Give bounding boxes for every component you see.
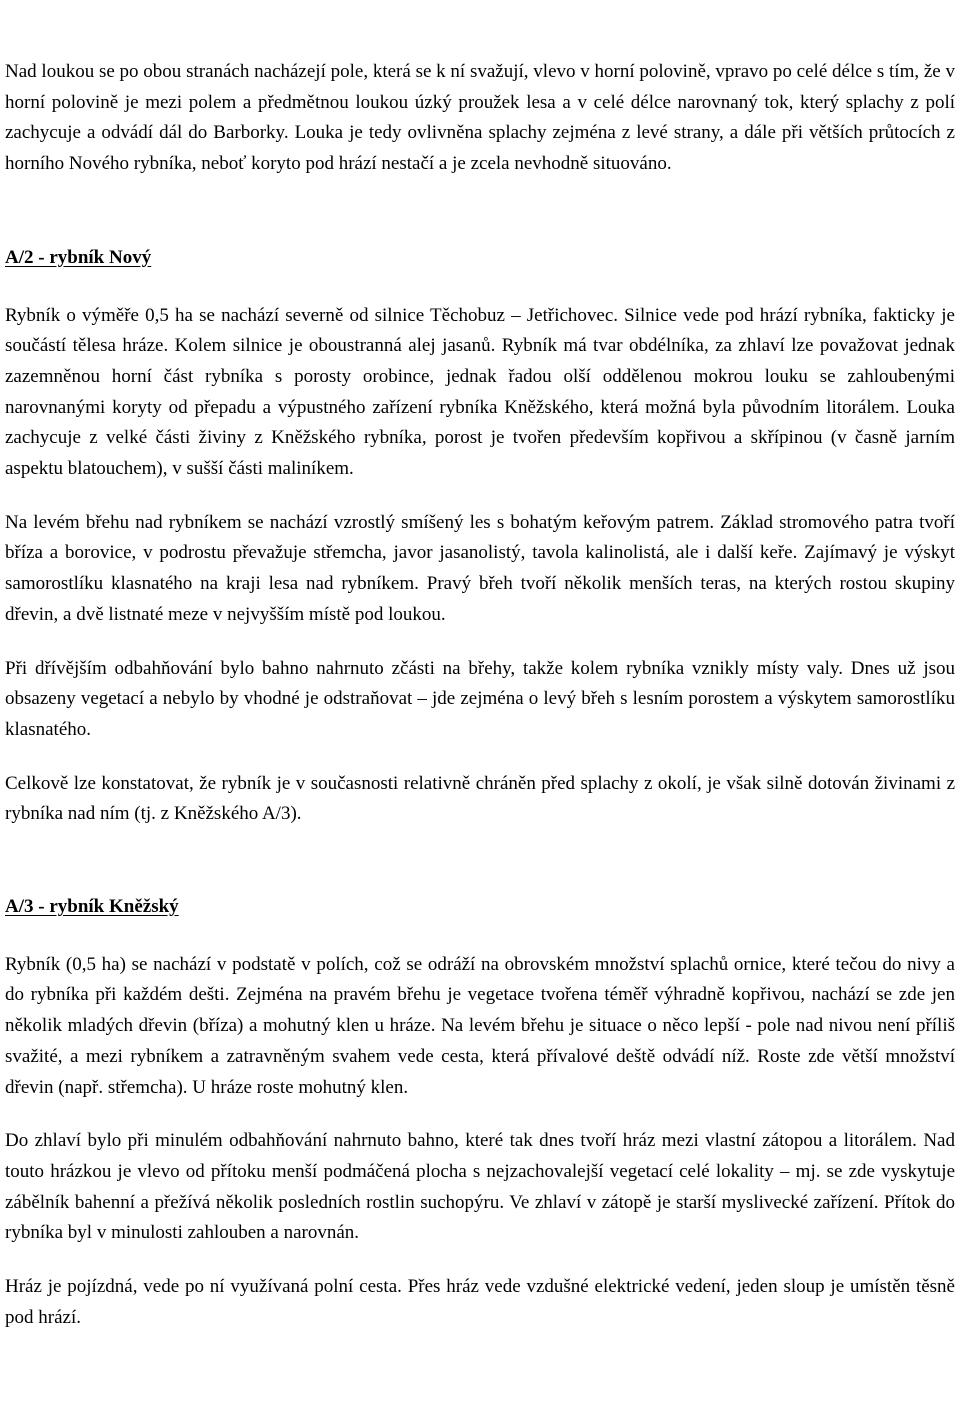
section-a3-paragraph-2: Do zhlaví bylo při minulém odbahňování nahrnuto bahno, které tak dnes tvoří hráz mezi vlastní zátopou a litorálem. Nad touto hrázkou je vlevo od přítoku menší podmáčená plocha s nejzachovalejší vegetací celé lokality – mj. se zde vyskytuje zábělník bahenní a přežívá několik posledních rostlin suchopýru. Ve zhlaví v zátopě je starší myslivecké zařízení. Přítok do rybníka byl v minulosti zahlouben a narovnán. (5, 1130, 955, 1244)
section-a3-paragraph-1: Rybník (0,5 ha) se nachází v podstatě v polích, což se odráží na obrovském množství splachů ornice, které tečou do nivy a do rybníka při každém dešti. Zejména na pravém břehu je vegetace tvořena téměř výhradně kopřivou, nachází se zde jen několik mladých dřevin (bříza) a mohutný klen u hráze. Na levém břehu je situace o něco lepší - pole nad nivou není příliš svažité, a mezi rybníkem a zatravněným svahem vede cesta, která přívalové deště odvádí níž. Roste zde větší množství dřevin (např. střemcha). U hráze roste mohutný klen. (5, 953, 955, 1098)
section-heading-a3: A/3 - rybník Kněžský (5, 896, 179, 918)
section-a2-paragraph-1: Rybník o výměře 0,5 ha se nachází severně od silnice Těchobuz – Jetřichovec. Silnice vede pod hrází rybníka, fakticky je součástí tělesa hráze. Kolem silnice je oboustranná alej jasanů. Rybník má tvar obdélníka, za zhlaví lze považovat jednak zazemněnou horní část rybníka s porosty orobince, jednak řadou olší oddělenou mokrou louku se zahloubenými narovnanými koryty od přepadu a výpustného zařízení rybníka Kněžského, která možná byla původním litorálem. Louka zachycuje z velké části živiny z Kněžského rybníka, porost je tvořen především kopřivou a skřípinou (v časně jarním aspektu blatouchem), v sušší části maliníkem. (5, 304, 955, 480)
section-a2-paragraph-2: Na levém břehu nad rybníkem se nachází vzrostlý smíšený les s bohatým keřovým patrem. Základ stromového patra tvoří bříza a borovice, v podrostu převažuje střemcha, javor jasanolistý, tavola kalinolistá, ale i další keře. Zajímavý je výskyt samorostlíku klasnatého na kraji lesa nad rybníkem. Pravý břeh tvoří několik menších teras, na kterých rostou skupiny dřevin, a dvě listnaté meze v nejvyšším místě pod loukou. (5, 511, 955, 625)
section-a2-paragraph-3: Při dřívějším odbahňování bylo bahno nahrnuto zčásti na břehy, takže kolem rybníka vznikly místy valy. Dnes už jsou obsazeny vegetací a nebylo by vhodné je odstraňovat – jde zejména o levý břeh s lesním porostem a výskytem samorostlíku klasnatého. (5, 657, 955, 740)
section-heading-a2: A/2 - rybník Nový (5, 246, 152, 268)
section-a2-paragraph-4: Celkově lze konstatovat, že rybník je v současnosti relativně chráněn před splachy z okolí, je však silně dotován živinami z rybníka nad ním (tj. z Kněžského A/3). (5, 772, 955, 825)
section-a3-paragraph-3: Hráz je pojízdná, vede po ní využívaná polní cesta. Přes hráz vede vzdušné elektrické vedení, jeden sloup je umístěn těsně pod hrází. (5, 1276, 955, 1328)
document-page (5, 0, 955, 1334)
intro-paragraph: Nad loukou se po obou stranách nacházejí pole, která se k ní svažují, vlevo v horní polovině, vpravo po celé délce s tím, že v horní polovině je mezi polem a předmětnou loukou úzký proužek lesa a v celé délce narovnaný tok, který splachy z polí zachycuje a odvádí dál do Barborky. Louka je tedy ovlivněna splachy zejména z levé strany, a dále při větších průtocích z horního Nového rybníka, neboť koryto pod hrází nestačí a je zcela nevhodně situováno. (5, 61, 955, 175)
